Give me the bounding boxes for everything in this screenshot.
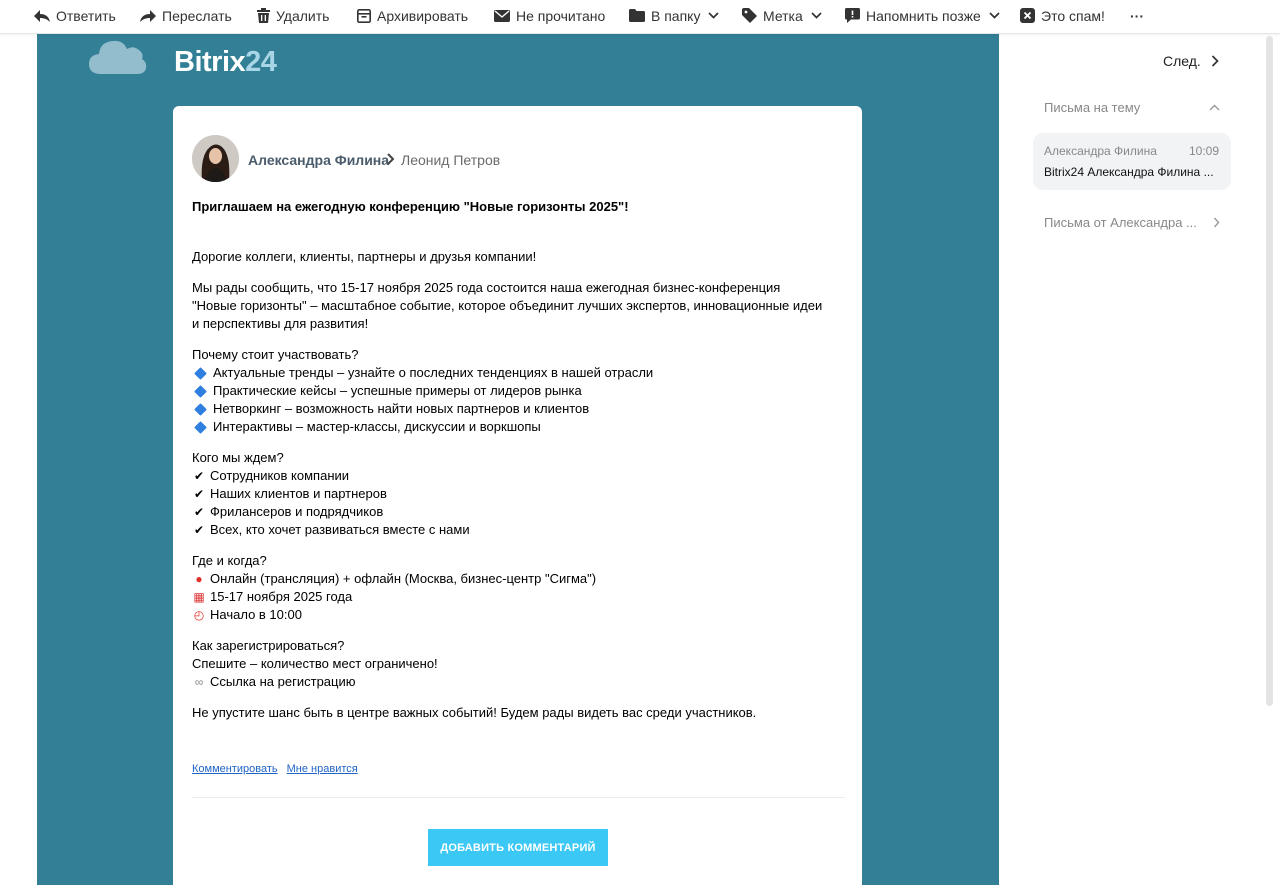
label-label: Метка bbox=[763, 7, 803, 24]
delete-label: Удалить bbox=[276, 7, 330, 24]
archive-label: Архивировать bbox=[377, 7, 469, 24]
spam-icon bbox=[1020, 8, 1035, 23]
intro-line: и перспективы для развития! bbox=[192, 316, 369, 331]
spam-label: Это спам! bbox=[1041, 7, 1105, 24]
more-button[interactable] bbox=[1130, 0, 1144, 31]
tag-icon bbox=[742, 8, 757, 23]
chevron-down-icon bbox=[989, 12, 1000, 19]
envelope-icon bbox=[494, 10, 510, 22]
list-item bbox=[192, 418, 852, 436]
list-item bbox=[192, 382, 852, 400]
like-link[interactable]: Мне нравится bbox=[286, 763, 358, 775]
from-sender-label: Письма от Александра ... bbox=[1044, 215, 1197, 230]
blue-diamond-icon bbox=[194, 403, 207, 416]
unread-label: Не прочитано bbox=[516, 7, 606, 24]
spam-button[interactable] bbox=[1020, 0, 1105, 31]
who-title: Кого мы ждем? bbox=[192, 450, 284, 465]
checkmark-icon: ✔ bbox=[193, 469, 205, 483]
thread-message-item[interactable] bbox=[1033, 133, 1231, 190]
list-item bbox=[192, 503, 852, 521]
list-item bbox=[192, 570, 852, 588]
blue-diamond-icon bbox=[194, 421, 207, 434]
remind-later-button[interactable] bbox=[845, 0, 1000, 31]
reply-button[interactable] bbox=[34, 0, 116, 31]
delete-button[interactable] bbox=[257, 0, 329, 31]
closing-text: Не упустите шанс быть в центре важных событий! Будем рады видеть вас среди участников. bbox=[192, 705, 757, 720]
where-title: Где и когда? bbox=[192, 553, 267, 568]
intro-line: Мы рады сообщить, что 15-17 ноября 2025 года состоится наша ежегодная бизнес-конференция bbox=[192, 280, 781, 295]
registration-link-text: Ссылка на регистрацию bbox=[210, 674, 356, 689]
move-to-folder-button[interactable] bbox=[629, 0, 719, 31]
avatar[interactable] bbox=[192, 135, 239, 182]
registration-section bbox=[192, 637, 852, 691]
cloud-icon bbox=[89, 37, 147, 75]
who-section bbox=[192, 449, 852, 539]
checkmark-icon: ✔ bbox=[193, 487, 205, 501]
list-item bbox=[192, 467, 852, 485]
scrollbar[interactable] bbox=[1266, 36, 1273, 706]
checkmark-icon: ✔ bbox=[193, 505, 205, 519]
why-section bbox=[192, 346, 852, 436]
list-item-text: Интерактивы – мастер-классы, дискуссии и воркшопы bbox=[213, 419, 541, 434]
message-subject: Приглашаем на ежегодную конференцию "Новые горизонты 2025"! bbox=[192, 199, 629, 214]
trash-icon bbox=[257, 8, 270, 23]
where-section bbox=[192, 552, 852, 624]
list-item-text: Фрилансеров и подрядчиков bbox=[210, 504, 384, 519]
thread-section-header[interactable] bbox=[1044, 100, 1220, 115]
registration-title: Как зарегистрироваться? bbox=[192, 638, 345, 653]
forward-icon bbox=[140, 9, 156, 23]
registration-link[interactable] bbox=[192, 673, 852, 691]
comment-link[interactable]: Комментировать bbox=[192, 763, 278, 775]
mail-toolbar bbox=[0, 0, 1280, 34]
calendar-icon: ▦ bbox=[193, 590, 205, 604]
avatar-photo bbox=[192, 135, 239, 182]
bitrix24-logo bbox=[174, 46, 276, 79]
list-item-text: Всех, кто хочет развиваться вместе с нами bbox=[210, 522, 470, 537]
message-body bbox=[192, 198, 852, 722]
next-label: След. bbox=[1163, 53, 1201, 69]
thread-from: Александра Филина bbox=[1044, 144, 1157, 158]
list-item-text: Онлайн (трансляция) + офлайн (Москва, бизнес-центр "Сигма") bbox=[210, 571, 597, 586]
list-item-text: 15-17 ноября 2025 года bbox=[210, 589, 353, 604]
greeting: Дорогие коллеги, клиенты, партнеры и друзья компании! bbox=[192, 249, 537, 264]
recipient-name[interactable]: Леонид Петров bbox=[401, 152, 501, 168]
forward-button[interactable] bbox=[140, 0, 232, 31]
list-item bbox=[192, 485, 852, 503]
forward-label: Переслать bbox=[162, 7, 232, 24]
chevron-right-icon bbox=[1213, 217, 1220, 228]
list-item-text: Актуальные тренды – узнайте о последних тенденциях в нашей отрасли bbox=[213, 365, 654, 380]
chevron-right-icon bbox=[1211, 55, 1219, 67]
alarm-clock-icon: ◴ bbox=[193, 608, 205, 622]
next-message-button[interactable] bbox=[1163, 53, 1219, 69]
archive-button[interactable] bbox=[357, 0, 468, 31]
registration-hurry: Спешите – количество мест ограничено! bbox=[192, 656, 438, 671]
blue-diamond-icon bbox=[194, 385, 207, 398]
list-item bbox=[192, 588, 852, 606]
location-pin-icon: ● bbox=[195, 572, 203, 586]
folder-icon bbox=[629, 9, 645, 22]
intro-line: "Новые горизонты" – масштабное событие, которое объединит лучших экспертов, инновационные идеи bbox=[192, 298, 823, 313]
chevron-down-icon bbox=[811, 12, 822, 19]
email-content bbox=[37, 34, 999, 885]
thread-time: 10:09 bbox=[1188, 144, 1219, 158]
thread-title: Письма на тему bbox=[1044, 100, 1141, 115]
folder-label: В папку bbox=[651, 7, 701, 24]
blue-diamond-icon bbox=[194, 367, 207, 380]
list-item-text: Наших клиентов и партнеров bbox=[210, 486, 387, 501]
archive-icon bbox=[357, 9, 371, 23]
list-item bbox=[192, 521, 852, 539]
list-item-text: Практические кейсы – успешные примеры от лидеров рынка bbox=[213, 383, 582, 398]
list-item-text: Начало в 10:00 bbox=[210, 607, 302, 622]
checkmark-icon: ✔ bbox=[193, 523, 205, 537]
reminder-icon bbox=[845, 8, 860, 23]
label-button[interactable] bbox=[742, 0, 822, 31]
list-item bbox=[192, 400, 852, 418]
reply-label: Ответить bbox=[56, 7, 116, 24]
messages-from-sender[interactable] bbox=[1044, 215, 1220, 230]
list-item bbox=[192, 606, 852, 624]
message-actions bbox=[192, 763, 367, 775]
intro-paragraph bbox=[192, 279, 852, 333]
sender-name[interactable]: Александра Филина bbox=[248, 152, 390, 168]
logo-text-main: Bitrix bbox=[174, 46, 246, 78]
message-card bbox=[173, 106, 862, 885]
thread-subject: Bitrix24 Александра Филина ... bbox=[1044, 165, 1214, 179]
reply-icon bbox=[34, 9, 50, 23]
chevron-right-icon bbox=[386, 153, 395, 165]
logo-text-number: 24 bbox=[245, 46, 277, 78]
chevron-up-icon bbox=[1209, 104, 1220, 111]
list-item-text: Нетворкинг – возможность найти новых партнеров и клиентов bbox=[213, 401, 590, 416]
list-item-text: Сотрудников компании bbox=[210, 468, 350, 483]
why-title: Почему стоит участвовать? bbox=[192, 347, 359, 362]
divider bbox=[192, 797, 845, 798]
chevron-down-icon bbox=[708, 12, 719, 19]
more-icon: ··· bbox=[1130, 7, 1144, 24]
link-icon: ∞ bbox=[194, 675, 204, 689]
add-comment-button[interactable]: ДОБАВИТЬ КОММЕНТАРИЙ bbox=[428, 829, 608, 866]
remind-label: Напомнить позже bbox=[866, 7, 981, 24]
mark-unread-button[interactable] bbox=[494, 0, 605, 31]
list-item bbox=[192, 364, 852, 382]
